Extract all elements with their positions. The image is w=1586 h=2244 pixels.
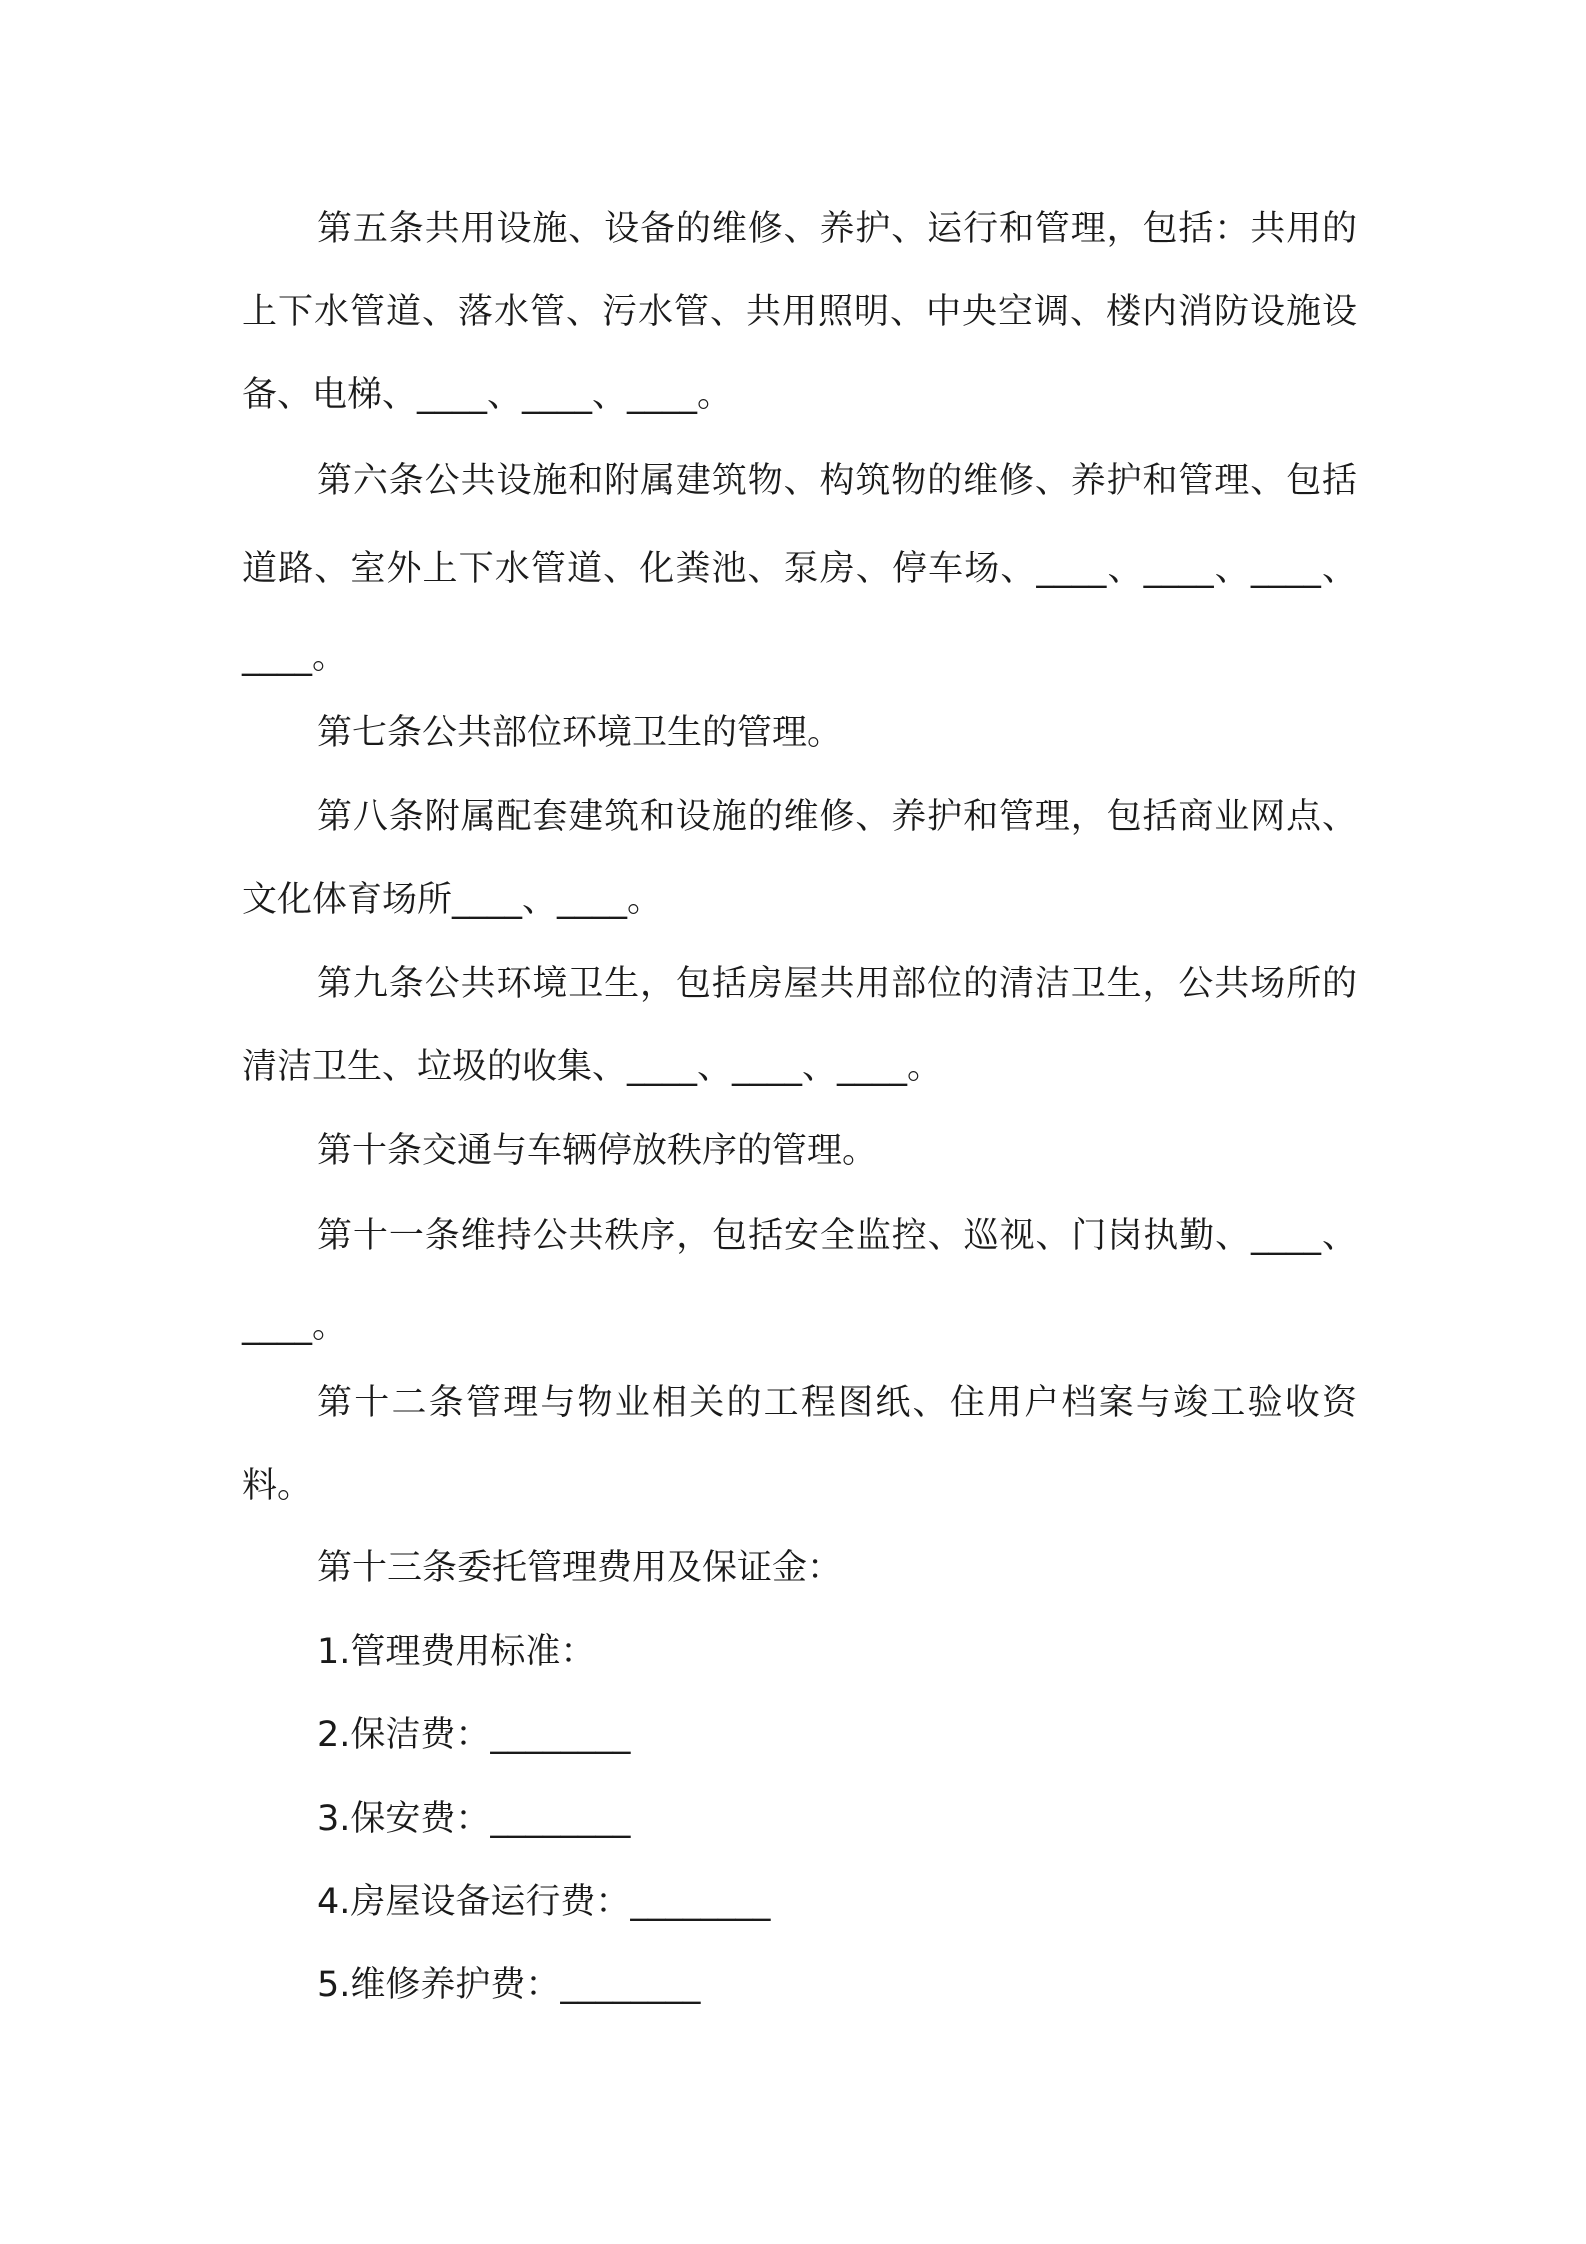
- article-6-paragraph: 第六条公共设施和附属建筑物、构筑物的维修、养护和管理、包括道路、室外上下水管道、化粪池、泵房、停车场、____、____、____、____。: [242, 461, 1357, 677]
- fee-item-4: 4.房屋设备运行费：________: [317, 1882, 771, 1922]
- article-11-paragraph: 第十一条维持公共秩序，包括安全监控、巡视、门岗执勤、____、____。: [242, 1216, 1357, 1346]
- fee-item-1: 1.管理费用标准：: [317, 1632, 596, 1672]
- article-8-paragraph: 第八条附属配套建筑和设施的维修、养护和管理，包括商业网点、文化体育场所____、____。: [242, 797, 1357, 920]
- article-7-paragraph: 第七条公共部位环境卫生的管理。: [317, 713, 843, 753]
- article-9-paragraph: 第九条公共环境卫生，包括房屋共用部位的清洁卫生，公共场所的清洁卫生、垃圾的收集、____、____、____。: [242, 964, 1357, 1087]
- article-10-paragraph: 第十条交通与车辆停放秩序的管理。: [317, 1131, 878, 1171]
- fee-item-3: 3.保安费：________: [317, 1799, 631, 1839]
- article-5-paragraph: 第五条共用设施、设备的维修、养护、运行和管理，包括：共用的上下水管道、落水管、污水管、共用照明、中央空调、楼内消防设施设备、电梯、____、____、____。: [242, 209, 1357, 415]
- article-13-paragraph: 第十三条委托管理费用及保证金：: [317, 1548, 843, 1588]
- article-12-paragraph: 第十二条管理与物业相关的工程图纸、住用户档案与竣工验收资料。: [242, 1383, 1357, 1506]
- fee-item-5: 5.维修养护费：________: [317, 1965, 701, 2005]
- fee-item-2: 2.保洁费：________: [317, 1715, 631, 1755]
